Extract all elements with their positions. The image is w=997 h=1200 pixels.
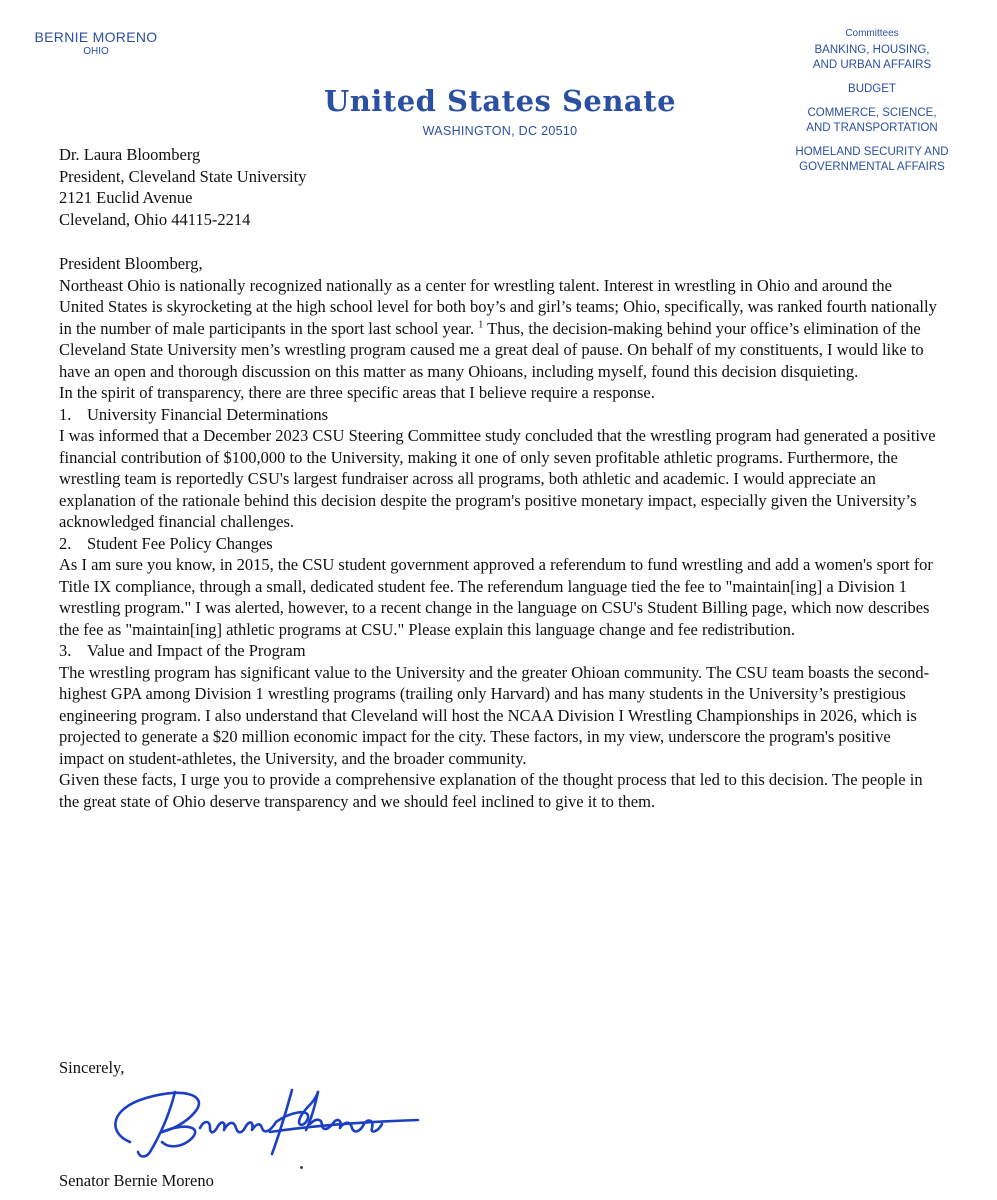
section-title: Value and Impact of the Program [87, 641, 306, 660]
section-title: University Financial Determinations [87, 404, 329, 424]
senate-title: United States Senate [323, 84, 677, 118]
section-number: 1. [59, 404, 72, 424]
committee-item: HOMELAND SECURITY AND GOVERNMENTAL AFFAIRS [795, 146, 949, 173]
committee-item: BANKING, HOUSING, AND URBAN AFFAIRS [812, 44, 932, 71]
paragraph-transparency: In the spirit of transparency, there are three specific areas that I believe require a response. [59, 383, 655, 402]
paragraph-intro [59, 275, 939, 383]
salutation: President Bloomberg, [59, 254, 203, 273]
paragraph-fee-policy: As I am sure you know, in 2015, the CSU student government approved a referendum to fund wrestling and add a women's sport for Title IX compliance, through a small, dedicated student fee. The referendum language tied the fee to "maintain[ing] a Division 1 wrestling program." I was alerted, however, to a recent change in the language on CSU's Student Billing page, which now describes the fee as "maintain[ing] athletic programs at CSU." Please explain this language change and fee redistribution. [59, 555, 933, 639]
sender-block [32, 29, 160, 59]
sender-state: OHIO [83, 46, 109, 57]
section-number: 2. [59, 533, 72, 553]
paragraph-intro-a: Northeast Ohio is nationally recognized nationally as a center for wrestling talent. Interest in wrestling in Ohio and around the United States is skyrocketing at the high school level for both boy’s and girl’s teams; Ohio, specifically, was ranked fourth nationally in the number of male participants in the sport last school year. [59, 275, 937, 338]
handwritten-signature [100, 1072, 430, 1164]
sender-name: BERNIE MORENO [34, 29, 158, 45]
committee-item: COMMERCE, SCIENCE, AND TRANSPORTATION [806, 107, 938, 134]
section-title: Student Fee Policy Changes [87, 533, 273, 553]
recipient-name: Dr. Laura Bloomberg [59, 145, 201, 164]
letter-body [59, 144, 939, 812]
ink-dot [300, 1166, 303, 1169]
recipient-street: 2121 Euclid Avenue [59, 188, 193, 207]
signer-name: Senator Bernie Moreno [59, 1171, 214, 1190]
closing: Sincerely, [59, 1058, 125, 1077]
recipient-title: President, Cleveland State University [59, 166, 307, 186]
recipient-address [59, 144, 939, 230]
footnote-marker: 1 [478, 319, 484, 330]
paragraph-value: The wrestling program has significant value to the University and the greater Ohioan community. The CSU team boasts the second-highest GPA among Division 1 wrestling programs (trailing only Harvard) and has many students in the University’s prestigious engineering program. I also understand that Cleveland will host the NCAA Division I Wrestling Championships in 2026, which is projected to generate a $20 million economic impact for the city. These factors, in my view, underscore the program's positive impact on student-athletes, the University, and the broader community. [59, 662, 930, 768]
paragraph-intro-b: Thus, the decision-making behind your office’s elimination of the Cleveland State University men’s wrestling program caused me a great deal of pause. On behalf of my constituents, I would like to have an open and thorough discussion on this matter as many Ohioans, including myself, found this decision disquieting. [59, 318, 924, 381]
section-heading-3 [59, 640, 939, 662]
senate-letterhead [300, 84, 700, 138]
section-number: 3. [59, 641, 72, 660]
paragraph-financial: I was informed that a December 2023 CSU Steering Committee study concluded that the wrestling program had generated a positive financial contribution of $100,000 to the University, making it one of only seven profitable athletic programs. Furthermore, the wrestling team is reportedly CSU's largest fundraiser across all programs, both athletic and academic. I would appreciate an explanation of the rationale behind this decision despite the program's positive monetary impact, especially given the University’s acknowledged financial challenges. [59, 426, 936, 531]
section-heading-1 [59, 404, 939, 426]
section-heading-2 [59, 533, 939, 555]
recipient-city: Cleveland, Ohio 44115-2214 [59, 209, 251, 229]
paragraph-conclusion: Given these facts, I urge you to provide a comprehensive explanation of the thought process that led to this decision. The people in the great state of Ohio deserve transparency and we should feel inclined to give it to them. [59, 770, 923, 811]
committee-item: BUDGET [848, 83, 896, 95]
senate-address: WASHINGTON, DC 20510 [422, 124, 578, 138]
committees-heading: Committees [845, 28, 899, 39]
